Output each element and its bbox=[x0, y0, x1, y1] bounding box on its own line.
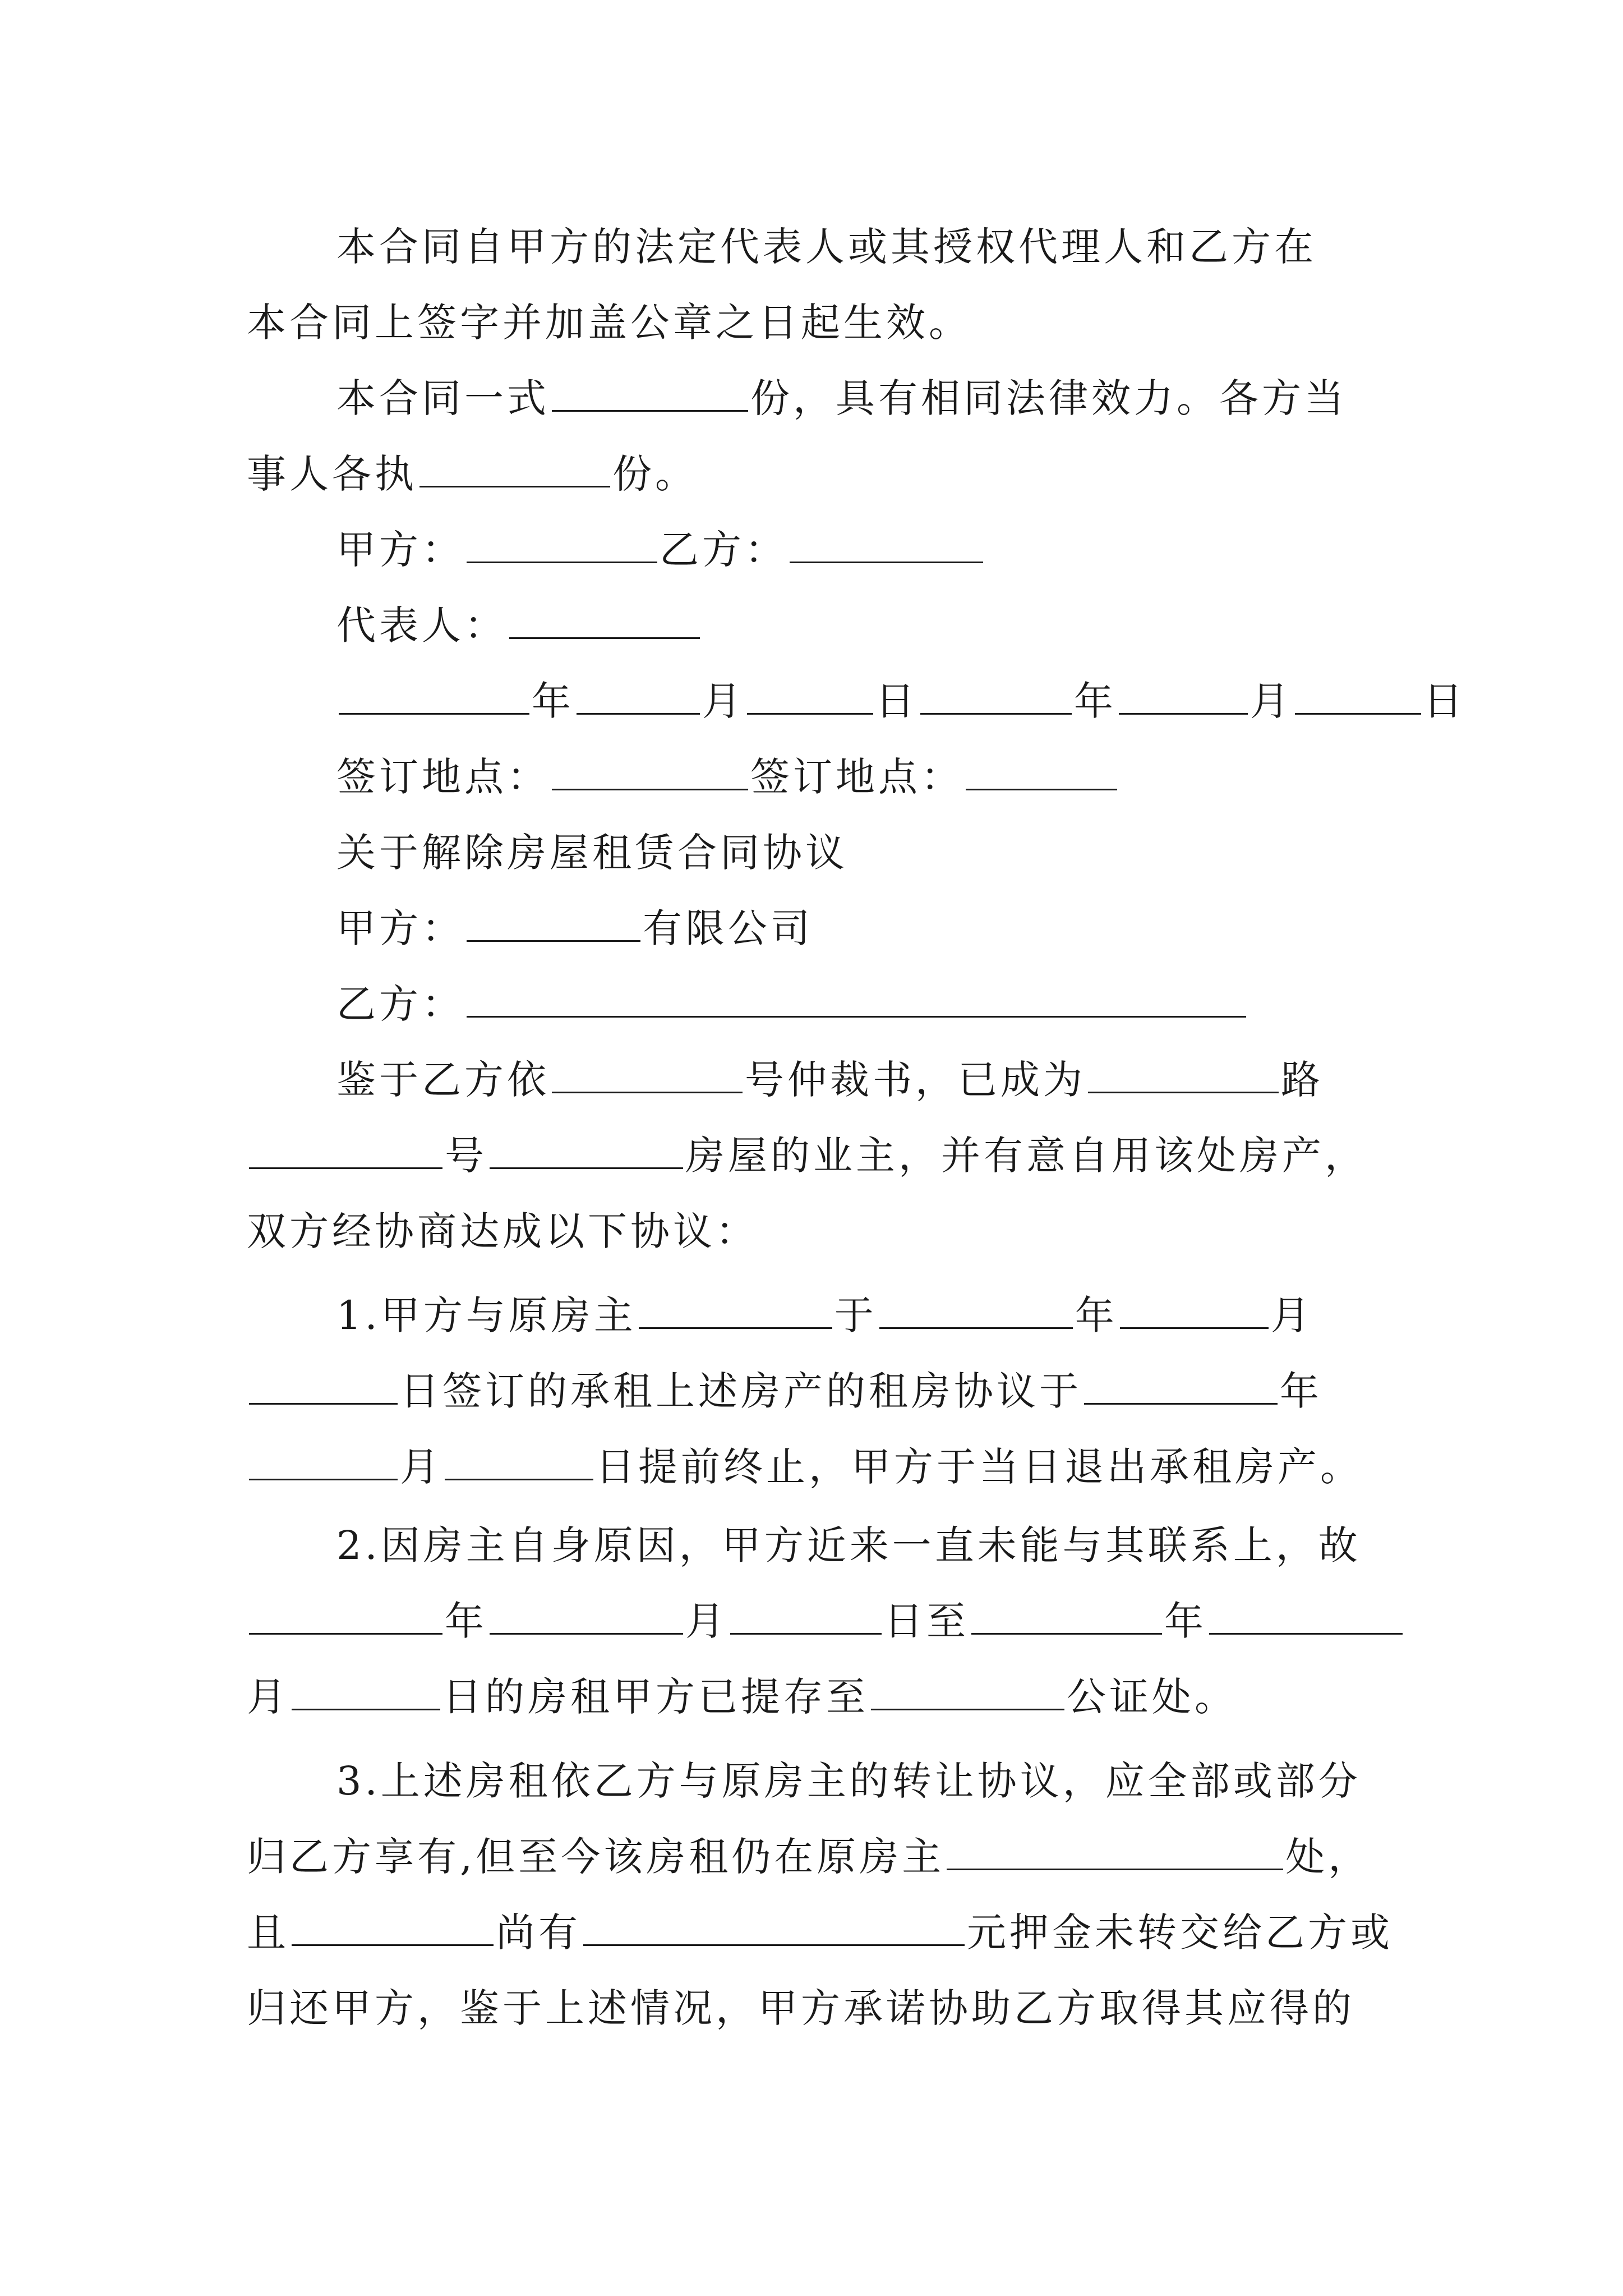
text-line bbox=[247, 1436, 1396, 1498]
text-segment: 年 bbox=[1075, 1292, 1118, 1338]
text-segment: 年 bbox=[1164, 1598, 1207, 1644]
fill-in-blank[interactable] bbox=[467, 979, 1246, 1018]
text-segment: 甲方： bbox=[336, 527, 464, 573]
text-segment: 年 bbox=[1074, 678, 1117, 724]
text-line bbox=[247, 1666, 1396, 1728]
text-line bbox=[336, 1049, 1486, 1111]
text-segment: 日提前终止，甲方于当日退出承租房产。 bbox=[596, 1444, 1363, 1490]
text-line bbox=[247, 1360, 1396, 1422]
fill-in-blank[interactable] bbox=[1119, 676, 1248, 715]
text-segment: 年 bbox=[1280, 1368, 1322, 1414]
text-line bbox=[336, 1515, 1486, 1576]
fill-in-blank[interactable] bbox=[747, 676, 873, 715]
fill-in-blank[interactable] bbox=[445, 1442, 593, 1480]
text-line bbox=[336, 822, 1486, 884]
text-segment: 日至 bbox=[884, 1598, 969, 1644]
text-segment: 3.上述房租依乙方与原房主的转让协议，应全部或部分 bbox=[336, 1758, 1361, 1804]
text-segment: 本合同一式 bbox=[336, 375, 550, 421]
text-segment: 尚有 bbox=[496, 1910, 581, 1955]
fill-in-blank[interactable] bbox=[947, 1832, 1283, 1870]
text-segment: 月 bbox=[1250, 678, 1293, 724]
fill-in-blank[interactable] bbox=[249, 1596, 442, 1635]
text-line bbox=[247, 292, 1396, 353]
fill-in-blank[interactable] bbox=[1084, 1366, 1278, 1405]
text-segment: 签订地点： bbox=[750, 754, 963, 800]
text-segment: 本合同自甲方的法定代表人或其授权代理人和乙方在 bbox=[336, 224, 1317, 270]
text-segment: 月 bbox=[685, 1598, 728, 1644]
text-segment: 日签订的承租上述房产的租房协议于 bbox=[400, 1368, 1082, 1414]
text-segment: 日的房租甲方已提存至 bbox=[442, 1674, 869, 1720]
fill-in-blank[interactable] bbox=[249, 1442, 398, 1480]
fill-in-blank[interactable] bbox=[339, 676, 529, 715]
text-segment: 月 bbox=[702, 678, 745, 724]
text-segment: 事人各执 bbox=[247, 451, 417, 497]
text-segment: 甲方： bbox=[336, 905, 464, 951]
text-segment: 乙方： bbox=[336, 981, 464, 1027]
text-segment: 代表人： bbox=[336, 602, 507, 648]
fill-in-blank[interactable] bbox=[639, 1290, 832, 1329]
text-segment: 房屋的业主，并有意自用该处房产， bbox=[685, 1133, 1367, 1179]
text-segment: 关于解除房屋租赁合同协议 bbox=[336, 830, 848, 876]
fill-in-blank[interactable] bbox=[249, 1130, 442, 1169]
fill-in-blank[interactable] bbox=[1120, 1290, 1269, 1329]
fill-in-blank[interactable] bbox=[552, 752, 748, 790]
fill-in-blank[interactable] bbox=[871, 1672, 1064, 1710]
text-segment: 份，具有相同法律效力。各方当 bbox=[750, 375, 1347, 421]
fill-in-blank[interactable] bbox=[490, 1596, 683, 1635]
text-line bbox=[336, 367, 1486, 429]
fill-in-blank[interactable] bbox=[509, 600, 700, 639]
text-segment: 年 bbox=[532, 678, 574, 724]
text-segment: 1.甲方与原房主 bbox=[336, 1292, 637, 1338]
text-segment: 月 bbox=[1270, 1292, 1313, 1338]
fill-in-blank[interactable] bbox=[292, 1907, 494, 1946]
text-line bbox=[247, 1125, 1396, 1186]
text-line bbox=[247, 1590, 1396, 1652]
text-segment: 份。 bbox=[612, 451, 698, 497]
text-segment: 月 bbox=[400, 1444, 442, 1490]
text-line bbox=[247, 443, 1396, 505]
text-line bbox=[247, 1200, 1396, 1262]
text-segment: 本合同上签字并加盖公章之日起生效。 bbox=[247, 300, 971, 346]
text-segment: 有限公司 bbox=[643, 905, 813, 951]
fill-in-blank[interactable] bbox=[1088, 1055, 1279, 1093]
fill-in-blank[interactable] bbox=[1209, 1596, 1403, 1635]
text-segment: 元押金未转交给乙方或 bbox=[967, 1910, 1393, 1955]
text-segment: 乙方： bbox=[660, 527, 787, 573]
fill-in-blank[interactable] bbox=[467, 903, 640, 942]
fill-in-blank[interactable] bbox=[966, 752, 1117, 790]
fill-in-blank[interactable] bbox=[1295, 676, 1421, 715]
text-line bbox=[247, 1826, 1396, 1888]
text-segment: 日 bbox=[1423, 678, 1466, 724]
text-segment: 双方经协商达成以下协议： bbox=[247, 1208, 758, 1254]
text-line bbox=[336, 1750, 1486, 1812]
fill-in-blank[interactable] bbox=[292, 1672, 440, 1710]
text-segment: 处， bbox=[1285, 1834, 1371, 1880]
text-segment: 归还甲方，鉴于上述情况，甲方承诺协助乙方取得其应得的 bbox=[247, 1985, 1355, 2031]
text-line bbox=[247, 1902, 1396, 1963]
text-segment: 归乙方享有,但至今该房租仍在原房主 bbox=[247, 1834, 945, 1880]
text-segment: 路 bbox=[1281, 1057, 1324, 1103]
fill-in-blank[interactable] bbox=[490, 1130, 683, 1169]
text-segment: 公证处。 bbox=[1067, 1674, 1237, 1720]
text-line bbox=[336, 595, 1486, 656]
fill-in-blank[interactable] bbox=[583, 1907, 965, 1946]
fill-in-blank[interactable] bbox=[552, 373, 748, 412]
text-line bbox=[336, 519, 1486, 581]
fill-in-blank[interactable] bbox=[730, 1596, 882, 1635]
text-line bbox=[336, 898, 1486, 959]
text-line bbox=[247, 1977, 1396, 2039]
text-line bbox=[336, 216, 1486, 278]
text-segment: 日 bbox=[875, 678, 918, 724]
fill-in-blank[interactable] bbox=[920, 676, 1072, 715]
text-segment: 号仲裁书，已成为 bbox=[745, 1057, 1086, 1103]
text-segment: 号 bbox=[445, 1133, 487, 1179]
text-line bbox=[336, 670, 1486, 732]
text-segment: 2.因房主自身原因，甲方近来一直未能与其联系上，故 bbox=[336, 1522, 1361, 1568]
text-line bbox=[336, 1285, 1486, 1346]
fill-in-blank[interactable] bbox=[419, 449, 610, 487]
text-segment: 于 bbox=[834, 1292, 877, 1338]
fill-in-blank[interactable] bbox=[467, 524, 657, 563]
fill-in-blank[interactable] bbox=[249, 1366, 398, 1405]
text-segment: 签订地点： bbox=[336, 754, 550, 800]
text-segment: 月 bbox=[247, 1674, 289, 1720]
text-segment: 且 bbox=[247, 1910, 289, 1955]
fill-in-blank[interactable] bbox=[552, 1055, 743, 1093]
fill-in-blank[interactable] bbox=[577, 676, 700, 715]
text-segment: 年 bbox=[445, 1598, 487, 1644]
fill-in-blank[interactable] bbox=[971, 1596, 1162, 1635]
fill-in-blank[interactable] bbox=[790, 524, 983, 563]
text-line bbox=[336, 746, 1486, 808]
fill-in-blank[interactable] bbox=[879, 1290, 1073, 1329]
text-line bbox=[336, 973, 1486, 1035]
text-segment: 鉴于乙方依 bbox=[336, 1057, 550, 1103]
